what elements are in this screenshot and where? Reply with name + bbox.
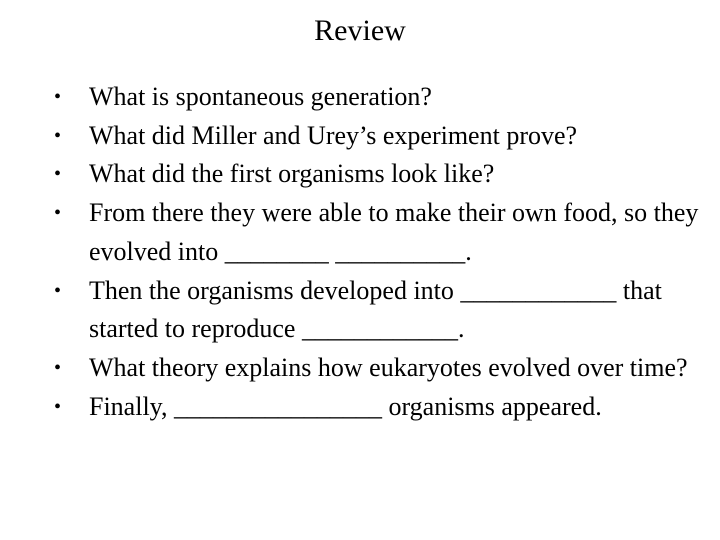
bullet-item bbox=[54, 78, 704, 117]
bullet-icon: • bbox=[54, 202, 62, 225]
bullet-icon: • bbox=[54, 86, 62, 108]
bullet-icon: • bbox=[54, 163, 62, 186]
bullet-icon: • bbox=[54, 356, 62, 379]
bullet-text: What did Miller and Urey’s experiment prove? bbox=[89, 120, 578, 150]
bullet-item bbox=[54, 349, 704, 388]
bullet-text: Finally, ________________ organisms appeared. bbox=[89, 391, 602, 421]
bullet-text: What theory explains how eukaryotes evolved over time? bbox=[89, 352, 688, 382]
bullet-item bbox=[54, 117, 704, 156]
bullet-text: From there they were able to make their own food, so they evolved into ________ __________. bbox=[89, 198, 699, 266]
bullet-text: What did the first organisms look like? bbox=[89, 159, 495, 189]
bullet-item bbox=[54, 388, 704, 427]
slide-title: Review bbox=[314, 14, 406, 47]
bullet-item bbox=[54, 194, 704, 271]
bullet-text: What is spontaneous generation? bbox=[89, 82, 432, 111]
bullet-item bbox=[54, 155, 704, 194]
bullet-icon: • bbox=[54, 395, 62, 418]
bullet-text: Then the organisms developed into ____________ that started to reproduce ____________. bbox=[89, 275, 662, 344]
bullet-list bbox=[54, 78, 704, 426]
bullet-icon: • bbox=[54, 279, 62, 302]
bullet-icon: • bbox=[54, 124, 62, 147]
bullet-item bbox=[54, 272, 704, 349]
